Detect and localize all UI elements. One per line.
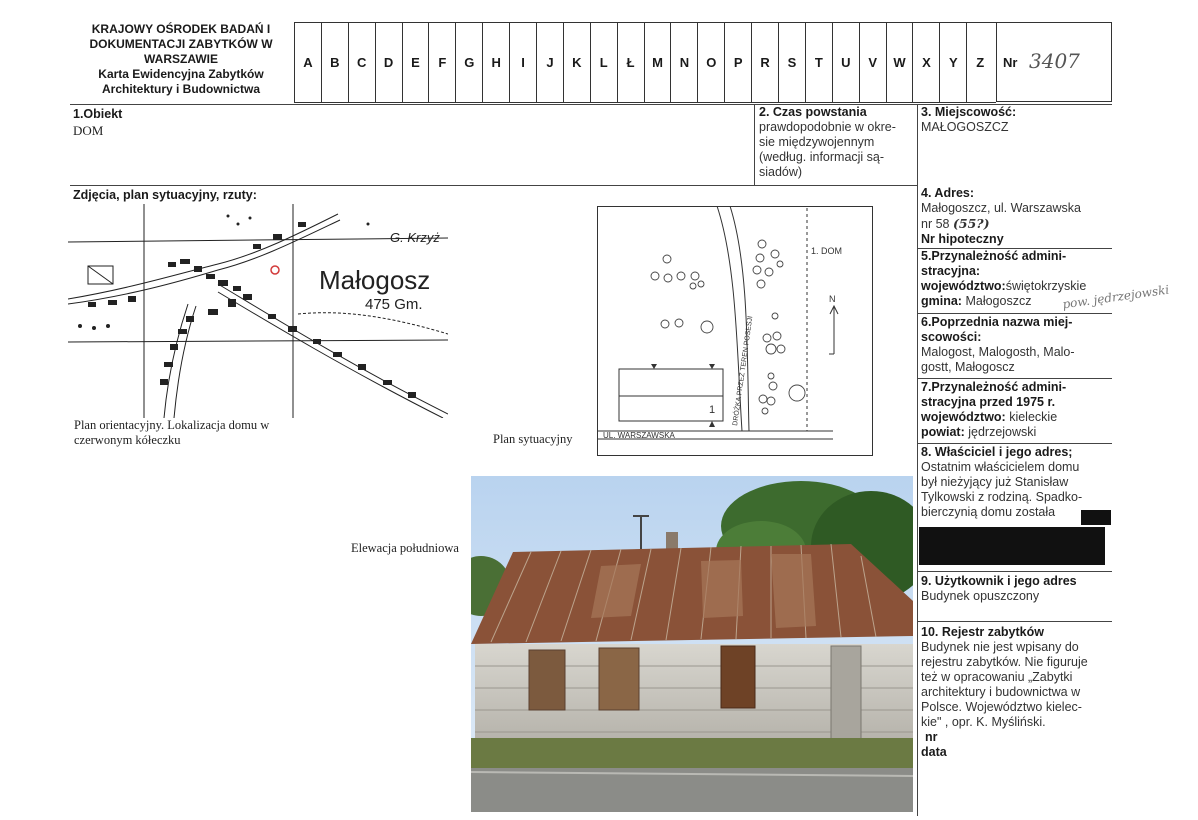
map-caption-line: czerwonym kółeczku (74, 433, 181, 447)
rejestr-label: 10. Rejestr zabytków (921, 625, 1044, 639)
field-rejestr (921, 625, 1107, 760)
index-letter-cell: C (348, 22, 375, 102)
rejestr-line: Polsce. Województwo kielec- (921, 700, 1082, 714)
map-caption-line: Plan orientacyjny. Lokalizacja domu w (74, 418, 270, 432)
index-letter-cell: Y (939, 22, 966, 102)
site-north-label: N (829, 294, 836, 304)
adres-handwritten: (55?) (952, 216, 990, 231)
index-letter-cell: J (536, 22, 563, 102)
index-letter-cell: D (375, 22, 402, 102)
wlasc-line: był nieżyjący już Stanisław (921, 475, 1069, 489)
institution-name (70, 22, 292, 97)
row-divider (918, 571, 1112, 572)
col-divider (917, 104, 918, 816)
elevation-caption: Elewacja południowa (351, 541, 459, 555)
wlasc-label: 8. Właściciel i jego adres; (921, 445, 1073, 459)
site-plan (597, 206, 873, 456)
index-letter-cell: H (482, 22, 509, 102)
map-height-label: 475 Gm. (365, 296, 423, 313)
poprz-value: Malogost, Malogosth, Malo- (921, 345, 1075, 359)
redaction-block (1081, 510, 1111, 525)
card-title-line: Karta Ewidencyjna Zabytków (98, 67, 264, 81)
rejestr-line: architektury i budownictwa w (921, 685, 1081, 699)
poprz-label1: 6.Poprzednia nazwa miej- (921, 315, 1073, 329)
site-house-label: 1. DOM (811, 246, 843, 256)
index-letter-cell: E (402, 22, 429, 102)
row-divider (918, 313, 1112, 314)
row-divider (918, 621, 1112, 622)
woj-value: świętokrzyskie (1005, 279, 1087, 293)
index-letter-cell: V (859, 22, 886, 102)
orientation-map (68, 204, 448, 418)
index-letter-cell: Z (966, 22, 993, 102)
map-town-label: Małogosz (319, 265, 431, 295)
przyn-label2: stracyjna: (921, 264, 981, 278)
card-number-handwritten: 3407 (1029, 49, 1080, 73)
site-path-label: DRÓŻKA PRZEZ TEREN POSESJI (732, 315, 755, 427)
field-label-miejscowosc: 3. Miejscowość: (921, 105, 1017, 119)
rejestr-data: data (921, 745, 947, 759)
card-title-line: Architektury i Budownictwa (101, 82, 261, 96)
rejestr-line: Budynek nie jest wpisany do (921, 640, 1079, 654)
p1975-label1: 7.Przynależność admini- (921, 380, 1067, 394)
rejestr-line: kie" , opr. K. Myśliński. (921, 715, 1046, 729)
row-divider (70, 185, 918, 186)
site-plan-caption: Plan sytuacyjny (493, 432, 573, 446)
index-letter-cell: Ł (617, 22, 644, 102)
adres-line2: nr 58 (921, 217, 950, 231)
field-label-obiekt: 1.Obiekt (73, 107, 123, 121)
index-letter-cell: N (670, 22, 697, 102)
index-letter-cell: G (455, 22, 482, 102)
poprz-value: gostt, Małogoscz (921, 360, 1015, 374)
rejestr-nr: nr (925, 730, 938, 744)
index-letter-cell: K (563, 22, 590, 102)
uzyt-label: 9. Użytkownik i jego adres (921, 574, 1077, 588)
index-letter-cell: S (778, 22, 805, 102)
index-letter-cell: I (509, 22, 536, 102)
p1975-label2: stracyjna przed 1975 r. (921, 395, 1056, 409)
institution-line: KRAJOWY OŚRODEK BADAŃ I (91, 22, 271, 36)
elevation-photo (471, 476, 913, 812)
czas-line: sie międzywojennym (759, 135, 875, 149)
powiat-handwritten-note: pow. jędrzejowski (1061, 282, 1170, 312)
przyn-label1: 5.Przynależność admini- (921, 249, 1067, 263)
czas-line: prawdopodobnie w okre- (759, 120, 896, 134)
field-value-obiekt: DOM (73, 123, 104, 138)
uzyt-value: Budynek opuszczony (921, 589, 1040, 603)
p1975-pow-value: jędrzejowski (968, 425, 1037, 439)
p1975-pow-label: powiat: (921, 425, 965, 439)
czas-line: siadów) (759, 165, 803, 179)
index-letters (294, 22, 993, 102)
col-divider (754, 104, 755, 186)
p1975-woj-value: kieleckie (1009, 410, 1058, 424)
index-letter-cell: B (321, 22, 348, 102)
card-number-cell (996, 22, 1112, 102)
site-house-number: 1 (709, 404, 716, 416)
letters-bottom-border (294, 102, 996, 103)
index-letter-cell: T (805, 22, 832, 102)
index-letter-cell: F (428, 22, 455, 102)
index-letter-cell: W (886, 22, 913, 102)
index-letter-cell: L (590, 22, 617, 102)
field-przed1975 (921, 380, 1107, 440)
field-miejscowosc (921, 105, 1107, 135)
institution-line: WARSZAWIE (144, 52, 218, 66)
row-divider (918, 443, 1112, 444)
gmina-label: gmina: (921, 294, 962, 308)
wlasc-line: bierczynią domu została (921, 505, 1056, 519)
field-adres (921, 186, 1107, 247)
map-caption (74, 418, 269, 448)
photos-label: Zdjęcia, plan sytuacyjny, rzuty: (73, 188, 257, 202)
site-street-label: UL. WARSZAWSKA (603, 431, 675, 440)
card-number-label: Nr (1003, 55, 1018, 70)
woj-label: województwo: (921, 279, 1006, 293)
poprz-label2: scowości: (921, 330, 982, 344)
wlasc-line: Ostatnim właścicielem domu (921, 460, 1080, 474)
czas-line: (według. informacji są- (759, 150, 885, 164)
wlasc-line: Tylkowski z rodziną. Spadko- (921, 490, 1083, 504)
institution-line: DOKUMENTACJI ZABYTKÓW W (89, 37, 273, 51)
index-letter-cell: R (751, 22, 778, 102)
index-letter-cell: O (697, 22, 724, 102)
index-letter-cell: M (644, 22, 671, 102)
hipoteczny-label: Nr hipoteczny (921, 232, 1004, 246)
redaction-block (919, 527, 1105, 565)
index-letter-cell: A (294, 22, 321, 102)
adres-line1: Małogoszcz, ul. Warszawska (921, 201, 1081, 215)
field-label-adres: 4. Adres: (921, 186, 975, 200)
rejestr-line: rejestru zabytków. Nie figuruje (921, 655, 1088, 669)
p1975-woj-label: województwo: (921, 410, 1006, 424)
index-letter-cell: U (832, 22, 859, 102)
field-label-czas: 2. Czas powstania (759, 105, 867, 119)
field-uzytkownik (921, 574, 1107, 604)
field-value-miejscowosc: MAŁOGOSZCZ (921, 120, 1009, 134)
rejestr-line: też w opracowaniu „Zabytki (921, 670, 1073, 684)
letters-top-border (294, 22, 996, 23)
field-poprzednia (921, 315, 1107, 375)
field-czas (759, 105, 914, 180)
row-divider (918, 378, 1112, 379)
gmina-value: Małogoszcz (965, 294, 1032, 308)
index-letter-cell: P (724, 22, 751, 102)
index-letter-cell: X (912, 22, 939, 102)
map-place-label: G. Krzyż (390, 230, 440, 245)
